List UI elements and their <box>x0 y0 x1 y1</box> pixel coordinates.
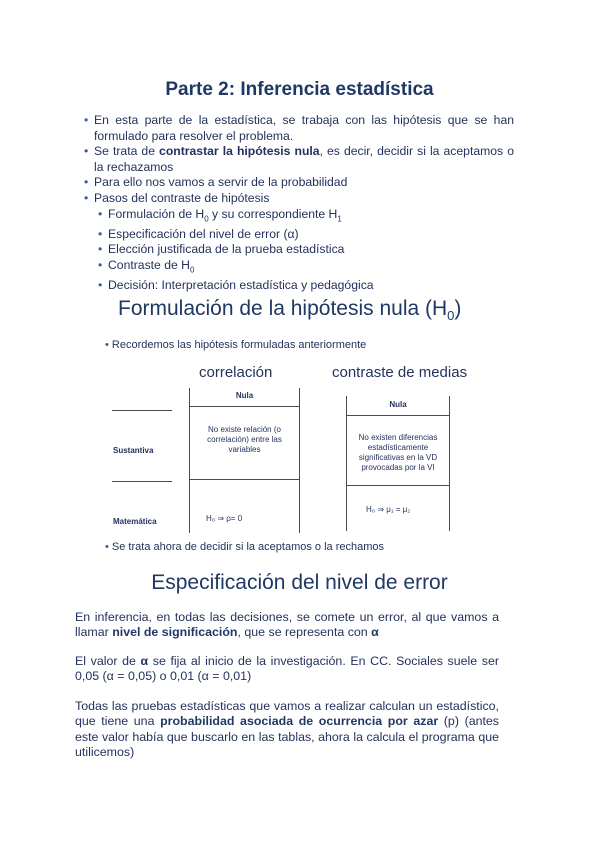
para-text: se fija al inicio de la investigación. En CC. Sociales suele ser 0,05 (α = 0,05) o 0,01 (α = 0,01) <box>75 654 500 684</box>
divider <box>346 485 450 486</box>
subscript: 0 <box>447 308 455 324</box>
step-text: Decisión: Interpretación estadística y pedagógica <box>108 277 374 292</box>
divider <box>112 410 172 411</box>
step-text: y su correspondiente H <box>208 206 338 221</box>
heading-text: ) <box>454 297 462 320</box>
section-heading-formulation <box>118 297 461 323</box>
correlation-math-text: H₀ ⇒ ρ= 0 <box>206 514 243 523</box>
para-bold: nivel de significación <box>112 625 238 640</box>
divider <box>346 415 450 416</box>
bullet-icon: • <box>105 339 109 351</box>
section-heading-error: Especificación del nivel de error <box>151 571 448 594</box>
row-label-matematica: Matemática <box>113 517 157 526</box>
inference-bullet-list <box>84 113 514 293</box>
alpha-symbol: α <box>371 625 379 640</box>
subscript: 1 <box>337 214 342 223</box>
divider <box>112 481 172 482</box>
step-text: Especificación del nivel de error (α) <box>108 226 299 241</box>
nula-label: Nula <box>389 400 407 409</box>
para-text: Todas las pruebas estadísticas que vamos a realizar calculan un estadístico, que tiene una <box>75 699 499 729</box>
para-text: (p) (antes este valor había que buscarlo en las tablas, ahora la calcula el programa que utilicemos) <box>75 714 500 759</box>
footer-text: Se trata ahora de decidir si la aceptamos o la rechamos <box>111 541 385 553</box>
subscript: 0 <box>204 214 209 223</box>
list-item-text: Para ello nos vamos a servir de la probabilidad <box>94 175 348 190</box>
formulation-footer <box>105 541 384 553</box>
correlation-table <box>189 388 300 533</box>
step-text: Contraste de H <box>108 257 190 272</box>
column-heading-correlation: correlación <box>199 364 273 381</box>
step-text: Formulación de H <box>108 206 205 221</box>
page-title: Parte 2: Inferencia estadística <box>165 79 434 100</box>
para-text: , que se representa con <box>237 625 372 640</box>
column-heading-means: contraste de medias <box>332 364 468 381</box>
step-item <box>84 278 514 294</box>
list-item-text: En esta parte de la estadística, se trabaja con las hipótesis que se han formulado para resolver el problema. <box>94 113 514 143</box>
list-item-text: , es decir, decidir si la aceptamos o la rechazamos <box>94 144 514 174</box>
para-text: El valor de <box>75 654 141 668</box>
intro-text: Recordemos las hipótesis formuladas anteriormente <box>111 339 367 351</box>
nula-label: Nula <box>235 391 254 400</box>
list-item-bold: contrastar la hipótesis nula <box>159 144 320 159</box>
list-item <box>84 113 514 144</box>
para-text: En inferencia, en todas las decisiones, se comete un error, al que vamos a llamar <box>75 610 499 640</box>
error-paragraph-3 <box>75 699 499 760</box>
step-text: Elección justificada de la prueba estadística <box>108 242 345 257</box>
error-paragraph-1 <box>75 610 499 641</box>
list-item-text: Se trata de <box>94 144 160 159</box>
means-math-text: H₀ ⇒ μ₁ = μ₂ <box>366 505 411 514</box>
alpha-symbol: α <box>140 654 149 668</box>
subscript: 0 <box>189 265 195 275</box>
heading-text: Formulación de la hipótesis nula (H <box>118 297 448 320</box>
para-bold: probabilidad asociada de ocurrencia por azar <box>160 714 439 729</box>
step-item <box>84 242 514 258</box>
bullet-icon: • <box>105 541 109 553</box>
list-item <box>84 191 514 207</box>
formulation-intro <box>105 339 366 351</box>
row-label-sustantiva: Sustantiva <box>113 446 154 455</box>
list-item <box>84 175 514 191</box>
step-item <box>84 258 514 278</box>
error-paragraph-2 <box>75 654 499 685</box>
divider <box>189 479 300 480</box>
correlation-sustantiva-text: No existe relación (o correlación) entre las variables <box>207 425 282 454</box>
list-item <box>84 144 514 175</box>
means-sustantiva-text: No existen diferencias estadísticamente significativas en la VD provocadas por la VI <box>358 433 438 472</box>
divider <box>189 406 300 407</box>
step-item <box>84 227 514 243</box>
list-item-text: Pasos del contraste de hipótesis <box>94 190 270 205</box>
step-item <box>84 207 514 227</box>
